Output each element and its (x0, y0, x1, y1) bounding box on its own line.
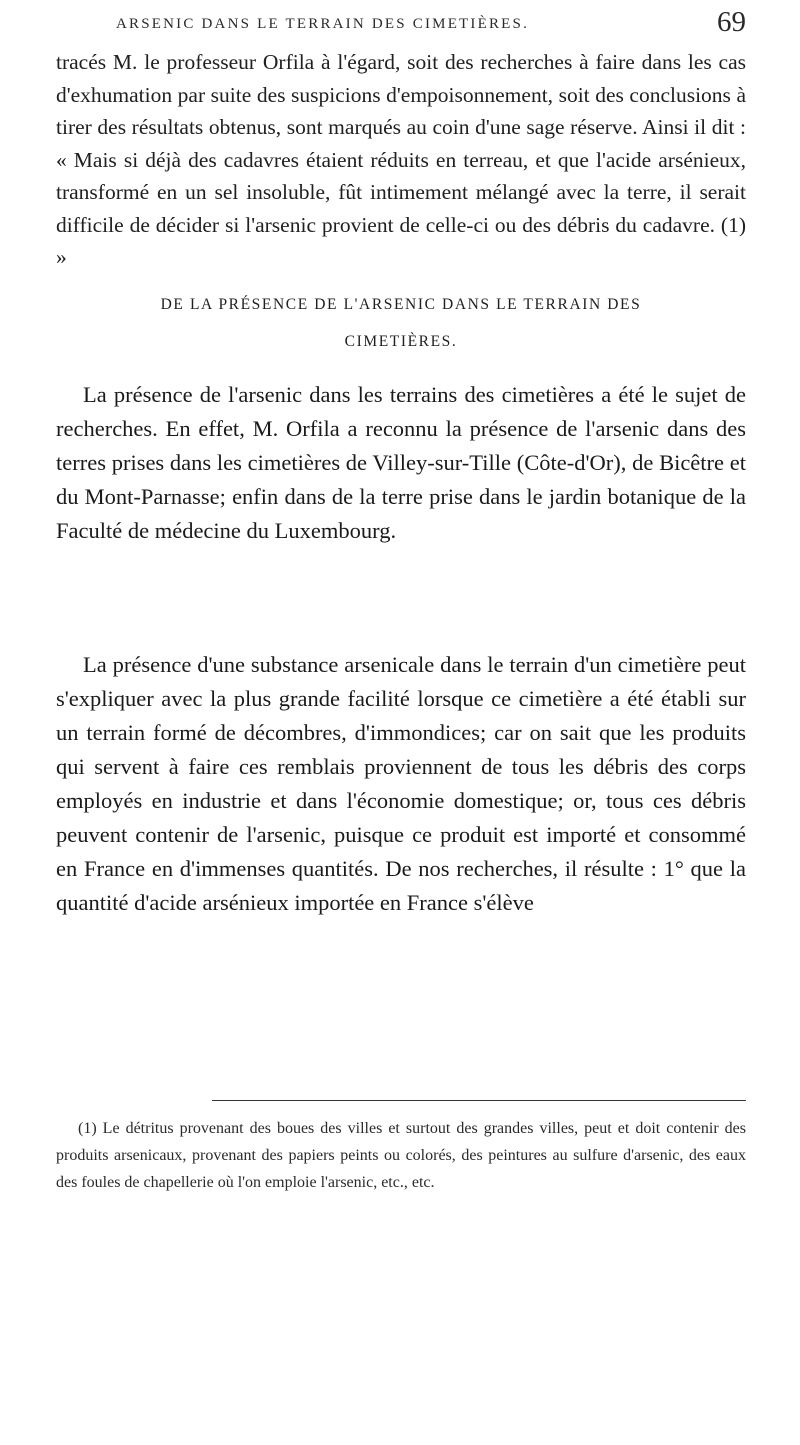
body-paragraph-explanation (56, 648, 746, 920)
body-paragraph-continued (56, 46, 746, 274)
footnote-text: (1) Le détritus provenant des boues des villes et surtout des grandes villes, peut et doit contenir des produits arsenicaux, provenant des papiers peints ou colorés, des peintures au sulfure d'arsenic, des eaux des foules de chapellerie où l'on emploie l'arsenic, etc., etc. (56, 1120, 746, 1191)
page-number: 69 (717, 6, 746, 38)
footnote (56, 1115, 746, 1196)
running-title: ARSENIC DANS LE TERRAIN DES CIMETIÈRES. (116, 16, 530, 32)
section-heading-line-1: DE LA PRÉSENCE DE L'ARSENIC DANS LE TERRAIN DES (160, 296, 642, 313)
body-paragraph-presence (56, 378, 746, 548)
paragraph-text: La présence de l'arsenic dans les terrains des cimetières a été le sujet de recherches. En effet, M. Orfila a reconnu la présence de l'arsenic dans des terres prises dans les cimetières de Villey-sur-Tille (Côte-d'Or), de Bicêtre et du Mont-Parnasse; enfin dans de la terre prise dans le jardin botanique de la Faculté de médecine du Luxembourg. (56, 382, 746, 543)
paragraph-text: La présence d'une substance arsenicale dans le terrain d'un cimetière peut s'expliquer avec la plus grande facilité lorsque ce cimetière a été établi sur un terrain formé de décombres, d'immondices; car on sait que les produits qui servent à faire ces remblais proviennent de tous les débris des corps employés en industrie et dans l'économie domestique; or, tous ces débris peuvent contenir de l'arsenic, puisque ce produit est importé et consommé en France en d'immenses quantités. De nos recherches, il résulte : 1° que la quantité d'acide arsénieux importée en France s'élève (56, 652, 746, 915)
running-header (56, 6, 746, 42)
section-heading (56, 288, 746, 358)
footnote-divider (212, 1100, 746, 1101)
section-heading-line-2: CIMETIÈRES. (344, 333, 458, 350)
paragraph-text: tracés M. le professeur Orfila à l'égard, soit des recherches à faire dans les cas d'exhumation par suite des suspicions d'empoisonnement, soit des conclusions à tirer des résultats obtenus, sont marqués au coin d'une sage réserve. Ainsi il dit : « Mais si déjà des cadavres étaient réduits en terreau, et que l'acide arsénieux, transformé en un sel insoluble, fût intimement mélangé avec la terre, il serait difficile de décider si l'arsenic provient de celle-ci ou des débris du cadavre. (1) » (56, 50, 746, 269)
